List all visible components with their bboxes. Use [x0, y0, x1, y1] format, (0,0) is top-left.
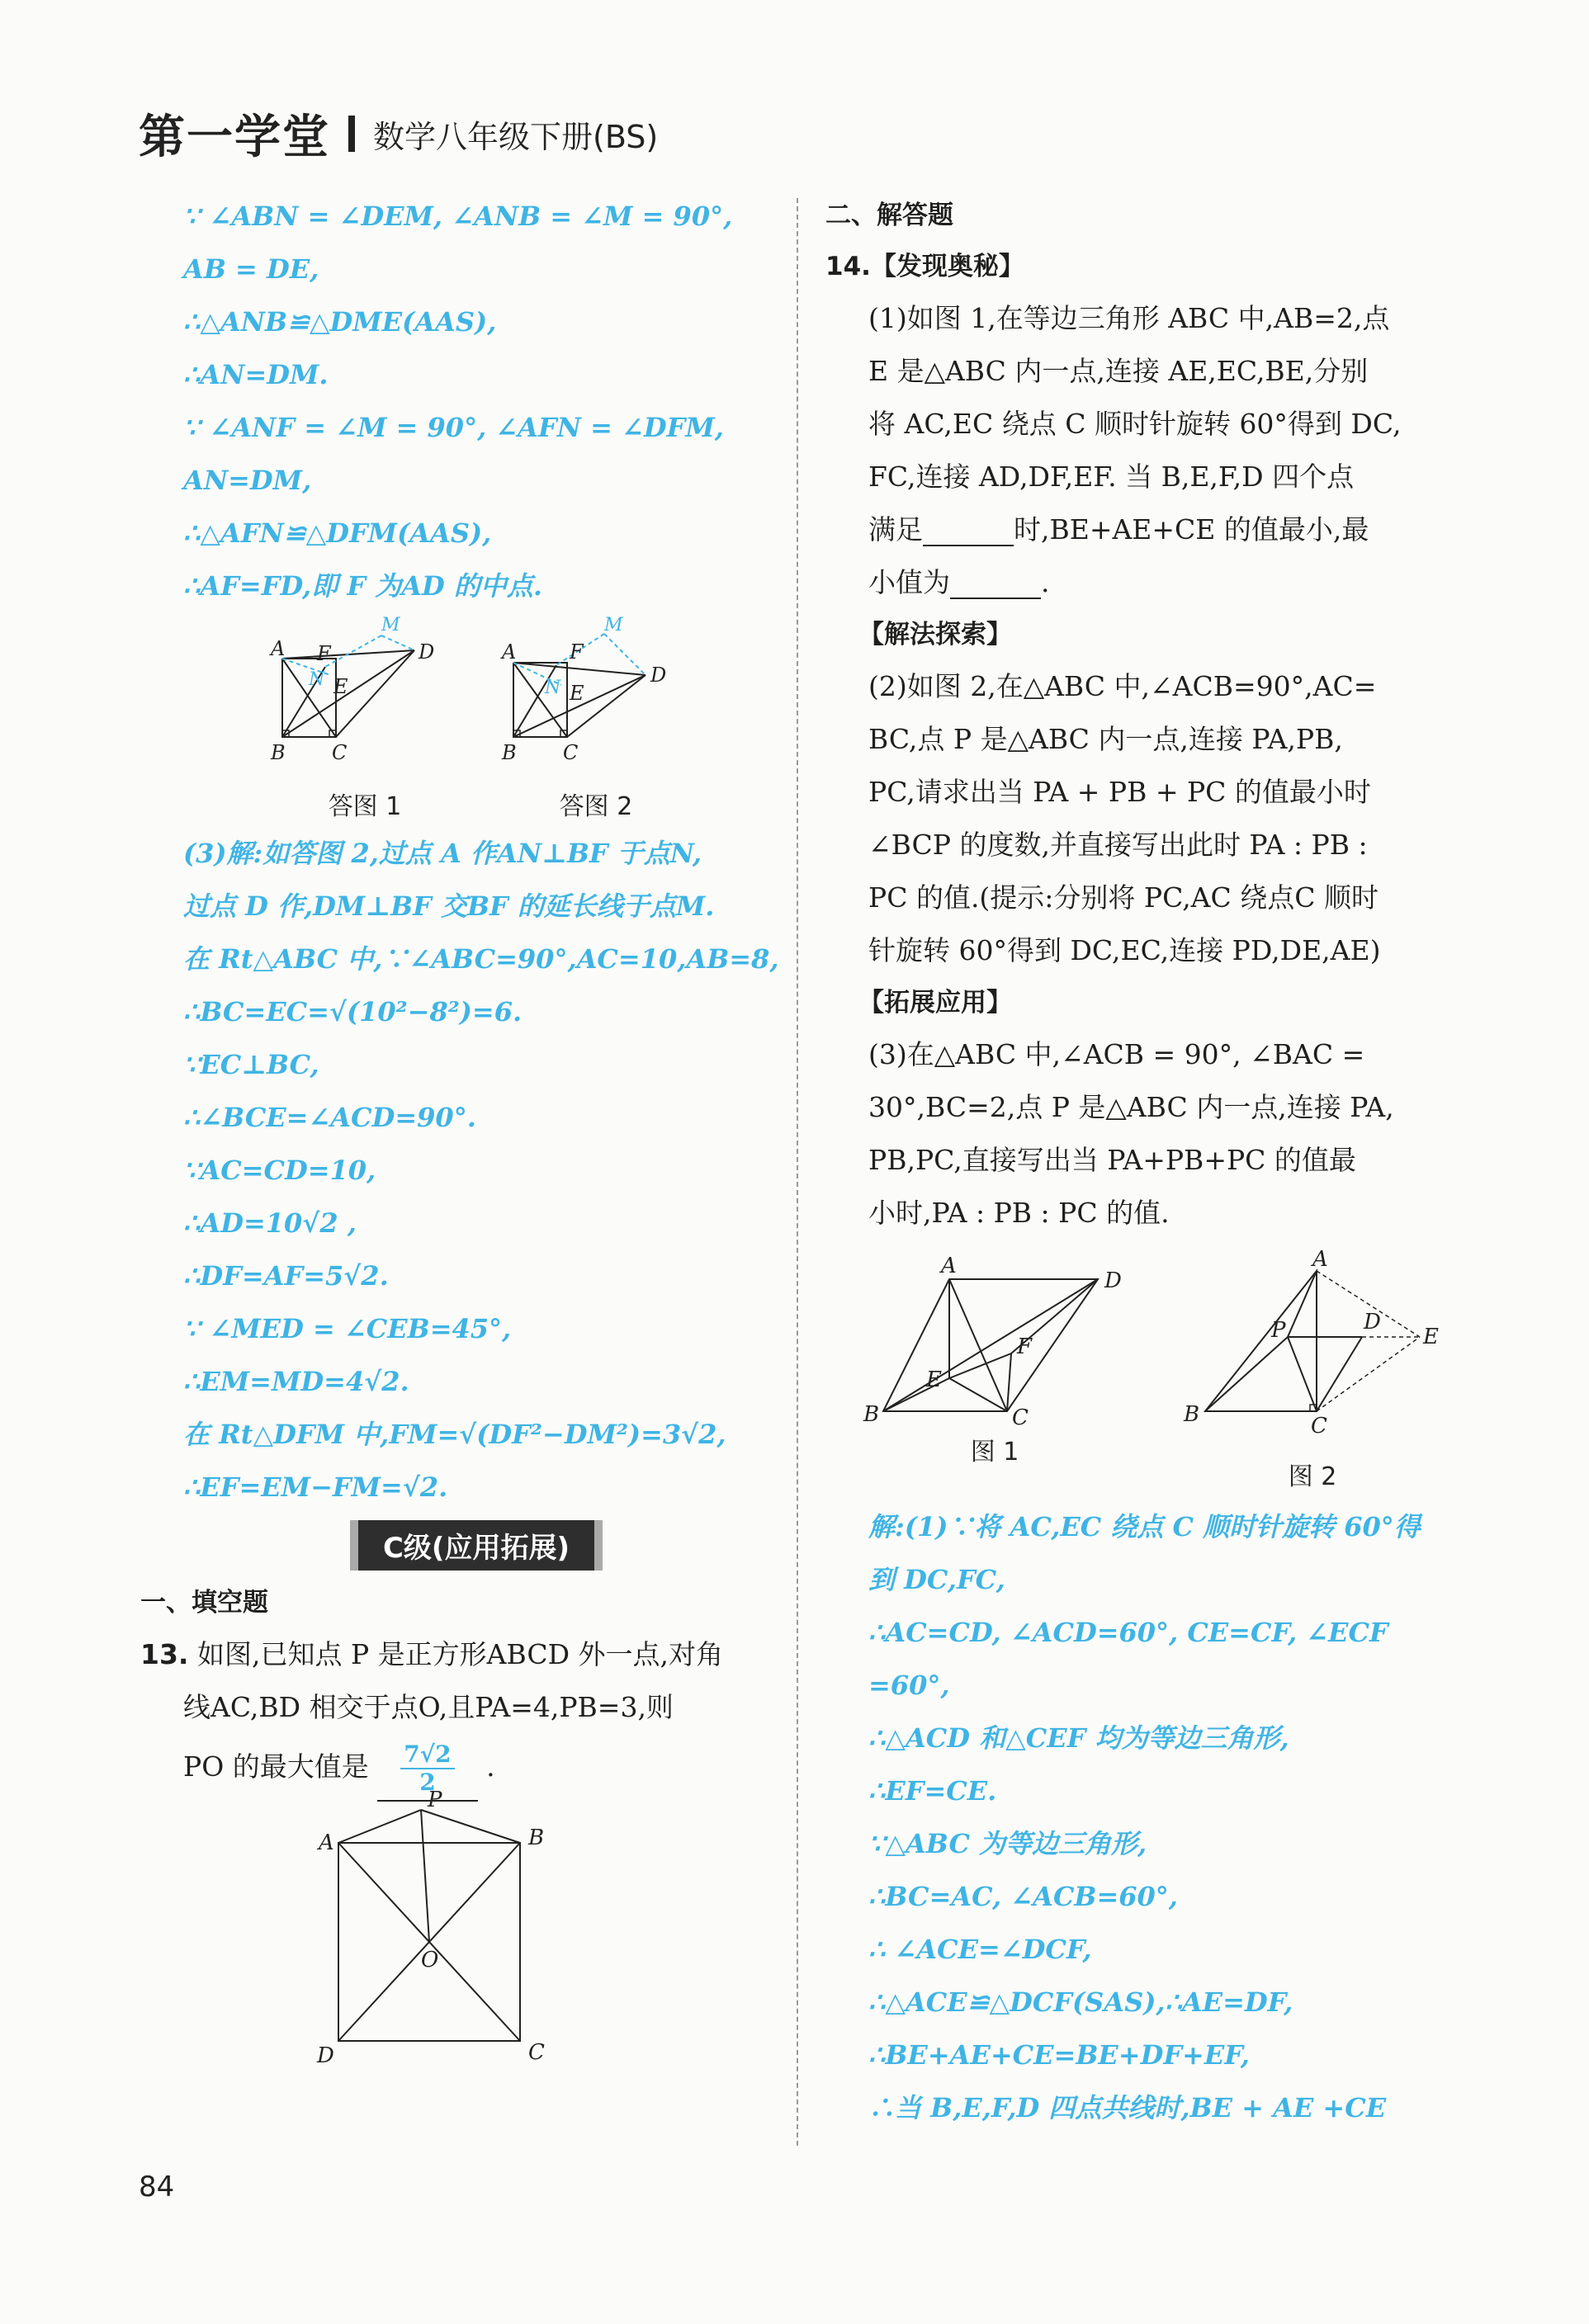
solution-line: 过点 D 作,DM⊥BF 交BF 的延长线于点M. — [183, 890, 715, 922]
label-B: B — [528, 1826, 545, 1850]
q14-figure-2-diagram — [1156, 1247, 1469, 1452]
solution-line: (3)解:如答图 2,过点 A 作AN⊥BF 于点N, — [183, 838, 702, 869]
solution-line: ∴BE+AE+CE=BE+DF+EF, — [868, 2039, 1250, 2071]
q14-figures — [858, 1247, 1473, 1492]
solution-line: ∴△AFN≌△DFM(AAS), — [183, 517, 492, 549]
q14-title: 14.【发现奥秘】 — [825, 252, 1024, 281]
q14-part-1 — [825, 292, 1473, 609]
answer-figure-1 — [266, 617, 464, 822]
page-header — [139, 101, 658, 167]
level-badge: C级(应用拓展) — [350, 1520, 603, 1571]
solution-line: AB = DE, — [183, 253, 319, 285]
q14-text: 小值为 — [868, 566, 950, 598]
question-13 — [140, 1628, 769, 2069]
answer-figure-1-diagram — [266, 617, 464, 782]
solution-line: ∴△ACD 和△CEF 均为等边三角形, — [868, 1722, 1289, 1754]
q14-line: PC,请求出当 PA + PB + PC 的值最小时 — [868, 776, 1371, 808]
q14-line: 将 AC,EC 绕点 C 顺时针旋转 60°得到 DC, — [868, 408, 1402, 440]
label-P: P — [1271, 1318, 1286, 1343]
q14-line: FC,连接 AD,DF,EF. 当 B,E,F,D 四个点 — [868, 461, 1355, 493]
label-M: M — [381, 615, 400, 635]
section-solve: 二、解答题 — [825, 201, 953, 230]
column-divider — [797, 198, 798, 2146]
solution-line: ∵△ABC 为等边三角形, — [868, 1828, 1147, 1859]
level-badge-row — [183, 1520, 769, 1571]
q14-line: PC 的值.(提示:分别将 PC,AC 绕点C 顺时 — [868, 881, 1379, 914]
solution-line: ∵ ∠ANF = ∠M = 90°, ∠AFN = ∠DFM, — [183, 412, 724, 443]
solution-line: ∴BC=AC, ∠ACB=60°, — [868, 1881, 1178, 1912]
q14-blank-1 — [923, 517, 1014, 546]
brand-title: 第一学堂 — [139, 110, 330, 164]
label-E: E — [1423, 1325, 1439, 1349]
right-column — [825, 190, 1473, 2134]
q14-line — [868, 556, 1473, 609]
solution-line: 到 DC,FC, — [868, 1564, 1005, 1595]
label-N: N — [309, 669, 325, 690]
q14-solution — [825, 1500, 1473, 2134]
answer-figure-2-diagram — [497, 617, 695, 782]
solution-line: ∴EM=MD=4√2. — [183, 1366, 409, 1397]
solution-line: ∴EF=CE. — [868, 1775, 997, 1807]
label-A: A — [1312, 1247, 1328, 1272]
label-D: D — [419, 640, 435, 664]
sub2-title: 【解法探索】 — [858, 620, 1012, 649]
label-B: B — [502, 741, 517, 764]
label-C: C — [528, 2040, 545, 2065]
q13-line: 线AC,BD 相交于点O,且PA=4,PB=3,则 — [183, 1691, 674, 1723]
q14-line: (2)如图 2,在△ABC 中,∠ACB=90°,AC= — [868, 670, 1377, 702]
q14-text: 时,BE+AE+CE 的值最小,最 — [1014, 513, 1369, 546]
label-D: D — [1364, 1310, 1381, 1334]
sub3-title: 【拓展应用】 — [858, 988, 1012, 1018]
solution-line: ∴BC=EC=√(10²−8²)=6. — [183, 996, 523, 1027]
q14-line: (1)如图 1,在等边三角形 ABC 中,AB=2,点 — [868, 302, 1390, 334]
q14-figure-1-caption: 图 1 — [970, 1438, 1019, 1467]
label-O: O — [421, 1948, 439, 1972]
label-C: C — [332, 741, 348, 764]
solution-line: AN=DM, — [183, 465, 312, 496]
q14-part-3 — [825, 1028, 1473, 1240]
label-D: D — [317, 2043, 334, 2068]
label-E: E — [570, 682, 584, 705]
solution-line: ∴∠BCE=∠ACD=90°. — [183, 1102, 476, 1133]
solution-line: ∵EC⊥BC, — [183, 1049, 319, 1080]
solution-line: ∴AN=DM. — [183, 359, 329, 390]
label-F: F — [1017, 1334, 1033, 1359]
answer-figure-1-caption: 答图 1 — [328, 792, 402, 821]
left-column — [140, 190, 779, 2069]
q14-text: . — [1041, 566, 1050, 598]
book-subtitle: 数学八年级下册(BS) — [373, 118, 659, 155]
label-A: A — [941, 1254, 957, 1278]
q13-figure — [305, 1788, 603, 2068]
label-D: D — [650, 664, 667, 687]
solution-line: 解:(1)∵将 AC,EC 绕点 C 顺时针旋转 60°得 — [868, 1511, 1421, 1542]
label-F: F — [317, 642, 331, 665]
solution-line: ∴AF=FD,即 F 为AD 的中点. — [183, 570, 543, 602]
label-B: B — [271, 741, 286, 764]
label-A: A — [502, 640, 517, 664]
q13-number: 13. — [140, 1638, 189, 1670]
q14-line: 针旋转 60°得到 DC,EC,连接 PD,DE,AE) — [868, 934, 1381, 966]
q14-blank-2 — [950, 569, 1041, 599]
q14-line: (3)在△ABC 中,∠ACB = 90°, ∠BAC = — [868, 1038, 1365, 1070]
solution-line: ∴AD=10√2 , — [183, 1207, 357, 1239]
q14-figure-1 — [858, 1254, 1131, 1492]
q13-line: 如图,已知点 P 是正方形ABCD 外一点,对角 — [196, 1638, 724, 1670]
q14-line: BC,点 P 是△ABC 内一点,连接 PA,PB, — [868, 723, 1343, 755]
label-A: A — [271, 637, 286, 660]
solution-line: ∴ ∠ACE=∠DCF, — [868, 1934, 1092, 1965]
label-F: F — [570, 640, 584, 664]
solution-line: 在 Rt△DFM 中,FM=√(DF²−DM²)=3√2, — [183, 1419, 726, 1450]
solution-line: ∵ ∠ABN = ∠DEM, ∠ANB = ∠M = 90°, — [183, 201, 733, 232]
solution-line: 在 Rt△ABC 中,∵∠ABC=90°,AC=10,AB=8, — [183, 943, 779, 975]
page-number: 84 — [139, 2170, 175, 2204]
q14-text: 满足 — [868, 513, 923, 546]
solution-line: ∵ ∠MED = ∠CEB=45°, — [183, 1313, 512, 1344]
q14-figure-2 — [1156, 1247, 1469, 1492]
q14-part-2 — [825, 660, 1473, 977]
answer-figures — [266, 617, 769, 822]
q13-answer-line — [140, 1734, 769, 1802]
solution-line: ∴当 B,E,F,D 四点共线时,BE + AE +CE — [868, 2092, 1387, 2123]
solution-part-a — [183, 190, 769, 612]
header-divider — [348, 116, 355, 152]
solution-line: ∴△ACE≌△DCF(SAS),∴AE=DF, — [868, 1986, 1293, 2018]
solution-line: ∴AC=CD, ∠ACD=60°, CE=CF, ∠ECF — [868, 1617, 1388, 1648]
solution-line: ∵AC=CD=10, — [183, 1155, 376, 1186]
label-B: B — [1184, 1402, 1200, 1427]
label-E: E — [333, 675, 348, 698]
label-C: C — [1311, 1414, 1327, 1438]
label-C: C — [1012, 1405, 1029, 1430]
q13-prefix: PO 的最大值是 — [183, 1750, 369, 1783]
label-B: B — [863, 1402, 880, 1427]
q13-answer-denominator: 2 — [419, 1769, 436, 1796]
label-M: M — [604, 615, 623, 635]
q14-line: E 是△ABC 内一点,连接 AE,EC,BE,分别 — [868, 355, 1369, 387]
q13-suffix: . — [486, 1750, 495, 1783]
q14-figure-1-diagram — [858, 1254, 1131, 1428]
section-fill-in: 一、填空题 — [140, 1588, 268, 1618]
label-N: N — [545, 678, 561, 698]
q14-line: 30°,BC=2,点 P 是△ABC 内一点,连接 PA, — [868, 1091, 1394, 1123]
solution-part-b — [183, 827, 779, 1514]
q14-line: PB,PC,直接写出当 PA+PB+PC 的值最 — [868, 1144, 1356, 1176]
label-E: E — [926, 1367, 942, 1392]
q13-answer-numerator: 7√2 — [400, 1741, 454, 1769]
answer-figure-2 — [497, 617, 695, 822]
label-P: P — [428, 1788, 442, 1812]
solution-line: ∴DF=AF=5√2. — [183, 1260, 389, 1292]
answer-figure-2-caption: 答图 2 — [559, 792, 633, 821]
q14-line: 小时,PA : PB : PC 的值. — [868, 1197, 1170, 1229]
label-A: A — [319, 1830, 334, 1855]
solution-line: ∴△ANB≌△DME(AAS), — [183, 306, 497, 338]
label-D: D — [1104, 1268, 1122, 1293]
q14-line — [868, 503, 1473, 556]
q14-line: ∠BCP 的度数,并直接写出此时 PA : PB : — [868, 829, 1368, 861]
solution-line: =60°, — [868, 1670, 950, 1701]
solution-line: ∴EF=EM−FM=√2. — [183, 1471, 448, 1503]
q14-figure-2-caption: 图 2 — [1288, 1462, 1337, 1491]
label-C: C — [563, 741, 579, 764]
